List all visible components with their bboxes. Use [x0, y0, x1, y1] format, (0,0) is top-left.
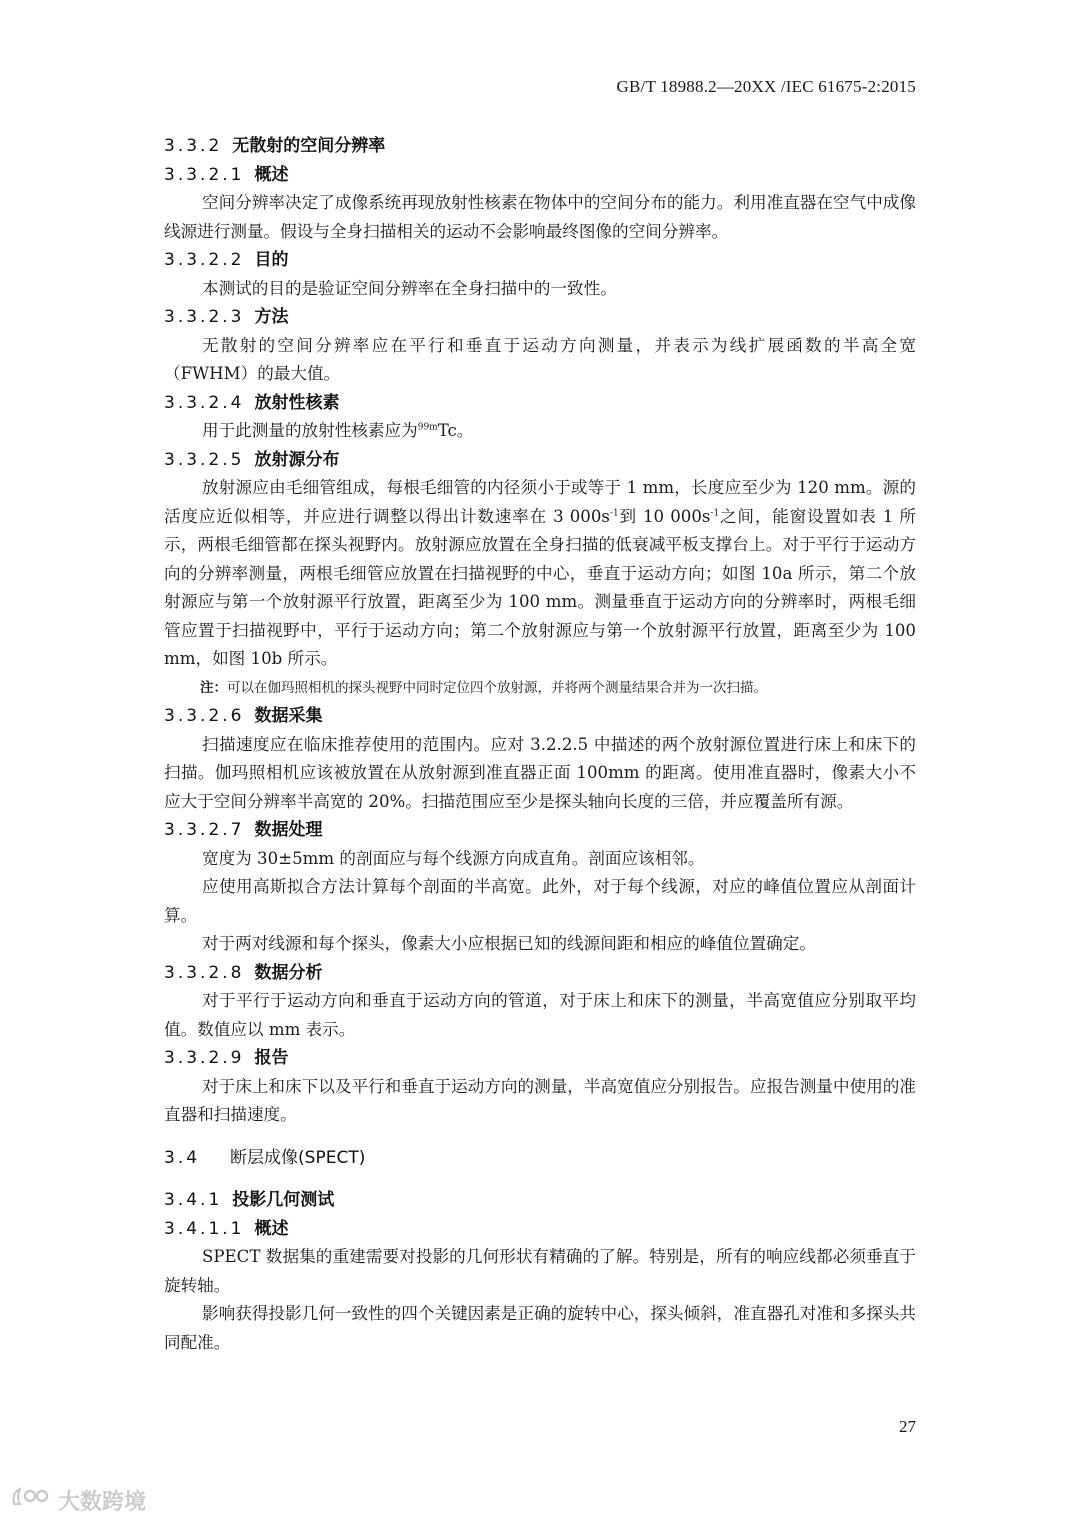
page-number: 27 [899, 1417, 916, 1436]
heading-3-4: 3.4 断层成像(SPECT) [164, 1147, 366, 1168]
paragraph: 对于床上和床下以及平行和垂直于运动方向的测量，半高宽值应分别报告。应报告测量中使用的准直器和扫描速度。 [164, 1076, 916, 1124]
heading-3-3-2-8: 3.3.2.8 数据分析 [164, 962, 323, 983]
watermark [10, 1485, 146, 1515]
heading-3-3-2-5: 3.3.2.5 放射源分布 [164, 449, 340, 470]
standard-header: GB/T 18988.2—20XX /IEC 61675-2:2015 [616, 77, 916, 96]
note: 注：可以在伽玛照相机的探头视野中同时定位四个放射源，并将两个测量结果合并为一次扫描。 [200, 679, 767, 696]
heading-3-3-2-6: 3.3.2.6 数据采集 [164, 706, 323, 726]
paragraph: 对于两对线源和每个探头，像素大小应根据已知的线源间距和相应的峰值位置确定。 [202, 934, 816, 953]
heading-3-4-1: 3.4.1 投影几何测试 [164, 1190, 335, 1210]
paragraph: 无散射的空间分辨率应在平行和垂直于运动方向测量，并表示为线扩展函数的半高全宽（FWHM）的最大值。 [164, 335, 916, 383]
paragraph: 用于此测量的放射性核素应为$^{99m}$Tc。 [202, 421, 474, 440]
heading-3-3-2-7: 3.3.2.7 数据处理 [164, 820, 323, 840]
heading-3-3-2-1: 3.3.2.1 概述 [164, 164, 289, 185]
watermark-text: 大数跨境 [58, 1489, 147, 1515]
paragraph: 宽度为 30±5mm 的剖面应与每个线源方向成直角。剖面应该相邻。 [202, 848, 705, 868]
heading-3-3-2-3: 3.3.2.3 方法 [164, 307, 289, 327]
paragraph: SPECT 数据集的重建需要对投影的几何形状有精确的了解。特别是，所有的响应线都必须垂直于旋转轴。 [164, 1247, 916, 1295]
logo-icon [10, 1484, 52, 1516]
paragraph: 影响获得投影几何一致性的四个关键因素是正确的旋转中心，探头倾斜，准直器孔对准和多探头共同配准。 [164, 1304, 916, 1352]
page-body [164, 132, 916, 1357]
paragraph: 应使用高斯拟合方法计算每个剖面的半高宽。此外，对于每个线源，对应的峰值位置应从剖面计算。 [164, 877, 916, 925]
paragraph: 扫描速度应在临床推荐使用的范围内。应对 3.2.2.5 中描述的两个放射源位置进行床上和床下的扫描。伽玛照相机应该被放置在从放射源到准直器正面 100mm 的距离。使用准直器时，像素大小不应大于空间分辨率半高宽的 20%。扫描范围应至少是探头轴向长度的三倍，并应覆盖所有源。 [164, 734, 916, 811]
paragraph: 对于平行于运动方向和垂直于运动方向的管道，对于床上和床下的测量，半高宽值应分别取平均值。数值应以 mm 表示。 [164, 991, 916, 1039]
heading-3-3-2: 3.3.2 无散射的空间分辨率 [164, 136, 386, 156]
paragraph: 空间分辨率决定了成像系统再现放射性核素在物体中的空间分布的能力。利用准直器在空气中成像线源进行测量。假设与全身扫描相关的运动不会影响最终图像的空间分辨率。 [164, 193, 916, 241]
paragraph: 本测试的目的是验证空间分辨率在全身扫描中的一致性。 [202, 278, 617, 298]
heading-3-4-1-1: 3.4.1.1 概述 [164, 1218, 289, 1239]
heading-3-3-2-2: 3.3.2.2 目的 [164, 250, 289, 270]
heading-3-3-2-9: 3.3.2.9 报告 [164, 1048, 289, 1068]
paragraph: 放射源应由毛细管组成，每根毛细管的内径须小于或等于 1 mm，长度应至少为 120 mm。源的活度应近似相等，并应进行调整以得出计数速率在 3 $000s^{-1}$到 10 $000s^{-1}$之间，能窗设置如表 1 所示，两根毛细管都在探头视野内。放射源应放置在全身扫描的低衰减平板支撑台上。对于平行于运动方向的分辨率测量，两根毛细管应放置在扫描视野的中心，垂直于运动方向；如图 10a 所示，第二个放射源应与第一个放射源平行放置，距离至少为 100 mm。测量垂直于运动方向的分辨率时，两根毛细管应置于扫描视野中，平行于运动方向；第二个放射源应与第一个放射源平行放置，距离至少为 100 mm，如图 10b 所示。 [164, 478, 917, 668]
heading-3-3-2-4: 3.3.2.4 放射性核素 [164, 392, 340, 413]
